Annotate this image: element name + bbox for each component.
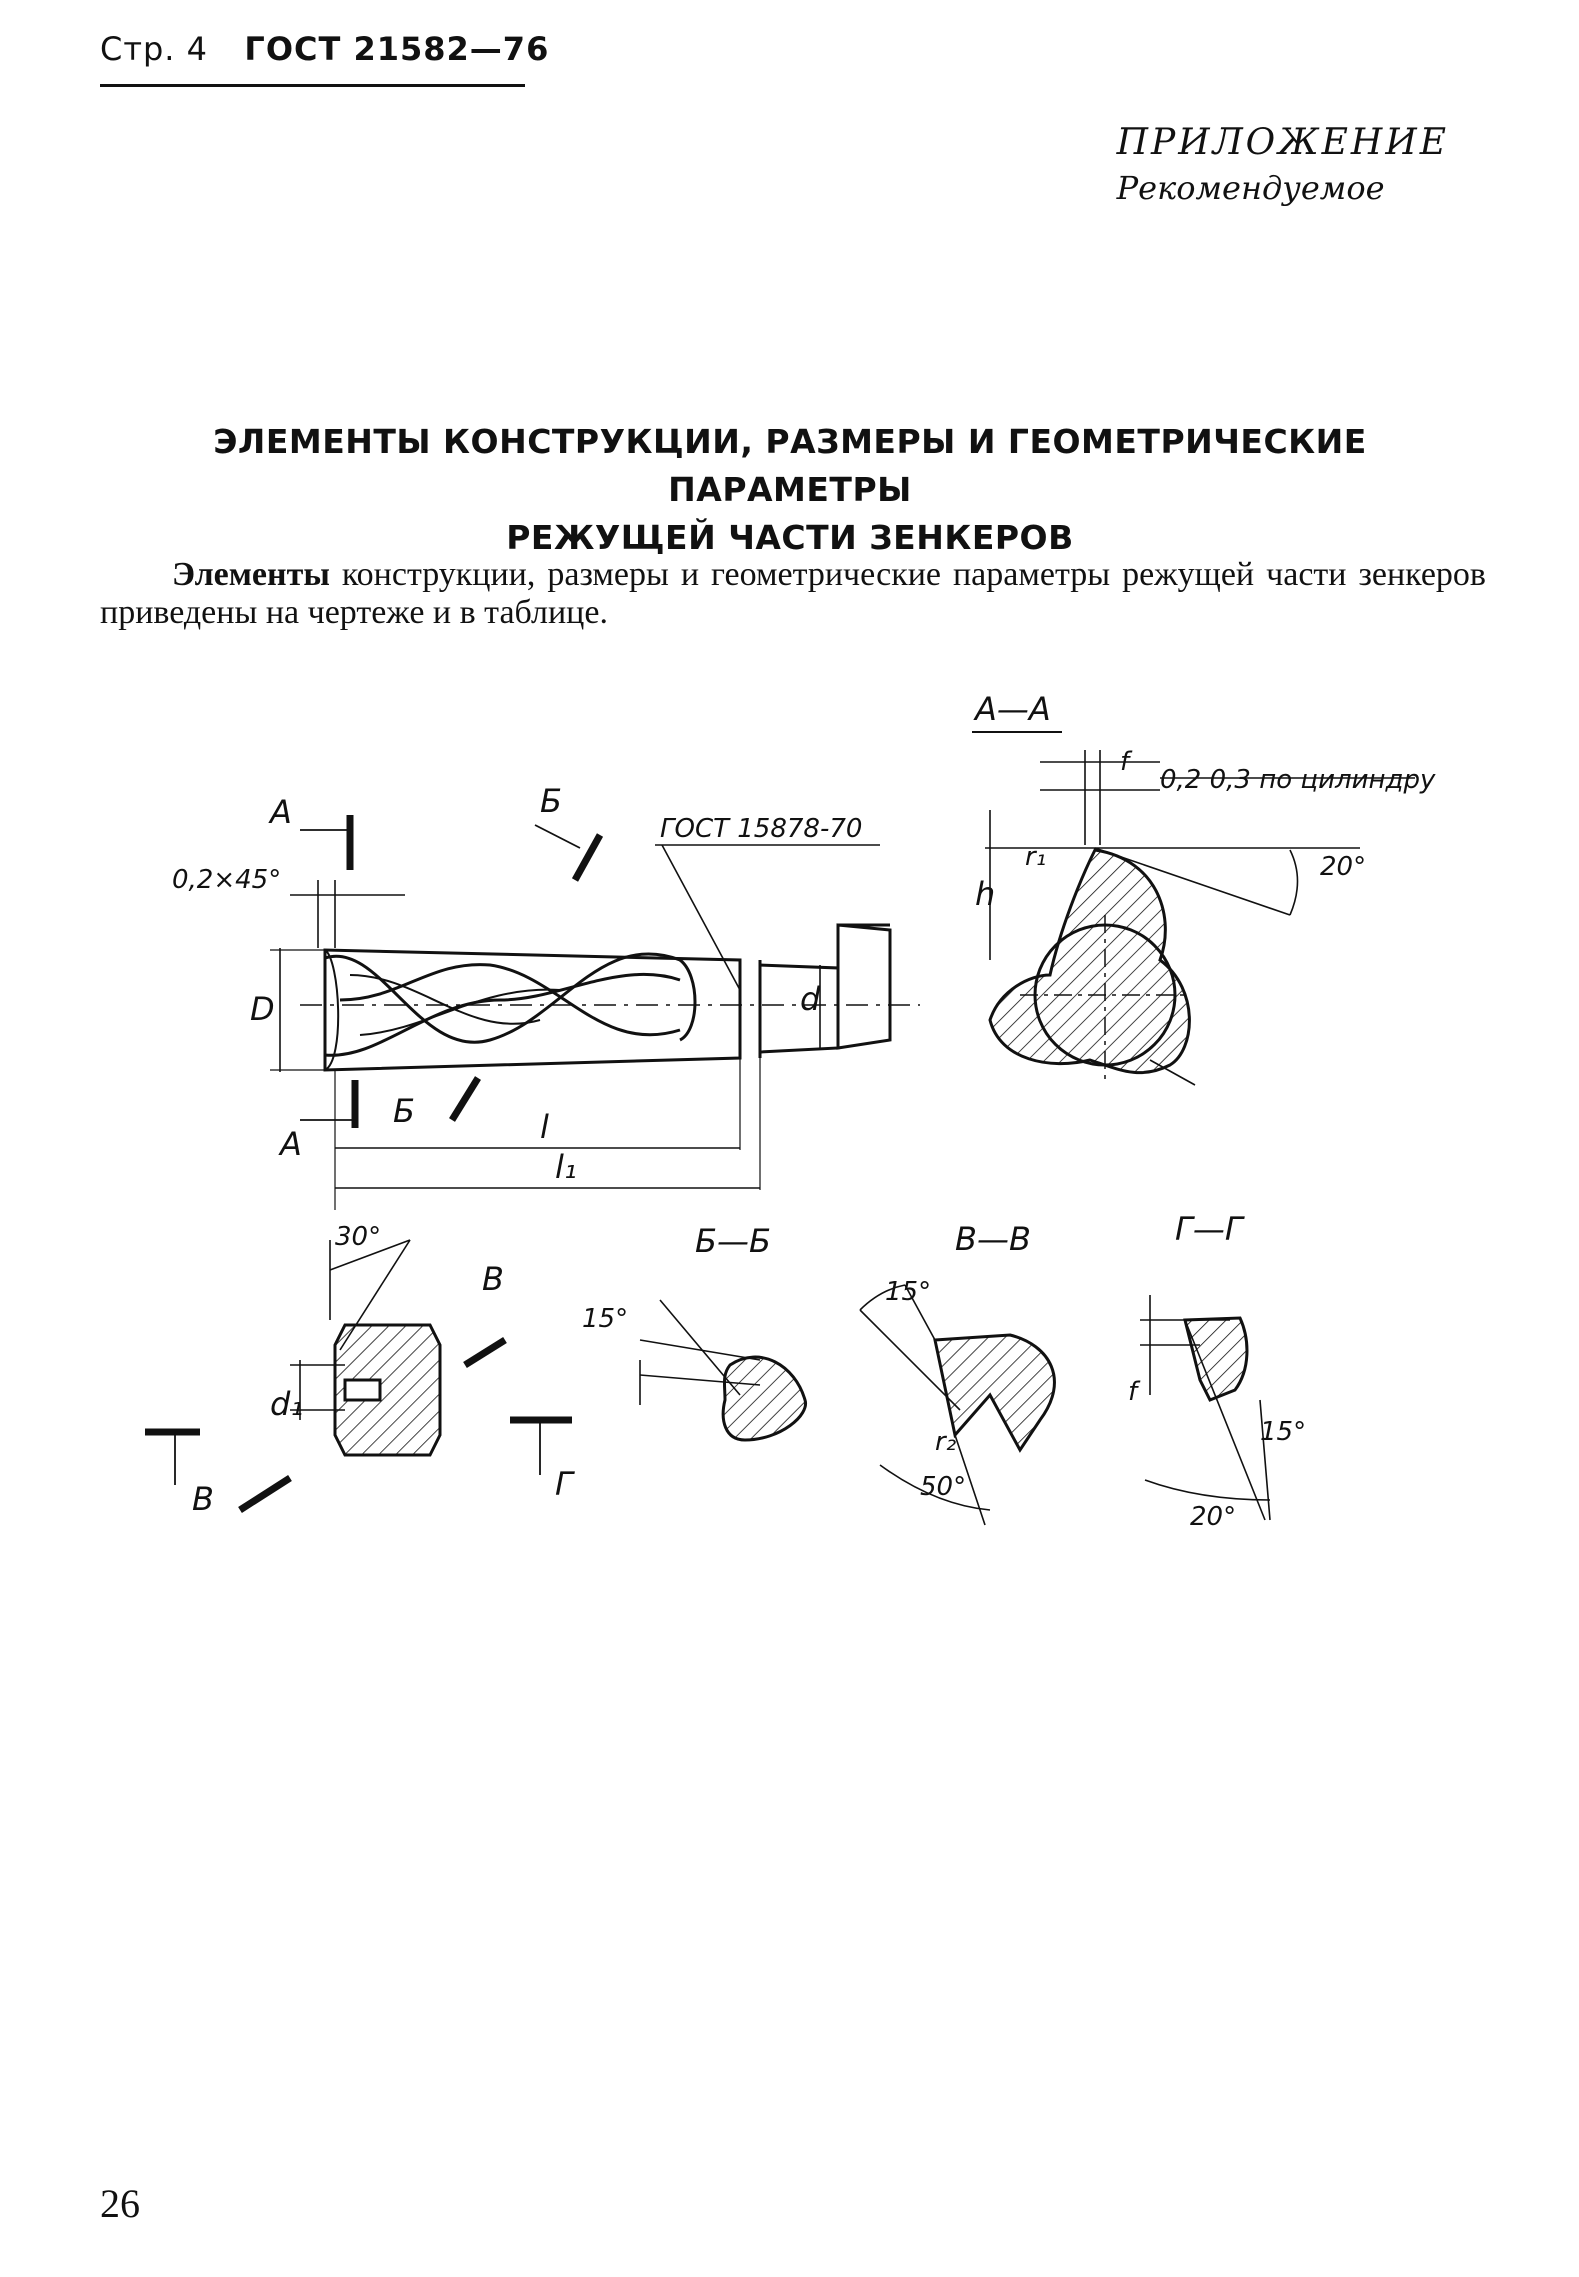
page-label: Стр. 4 xyxy=(100,30,208,68)
angle-20-gg-label: 20° xyxy=(1190,1502,1237,1532)
angle-30-label: 30° xyxy=(335,1222,382,1252)
dim-l1-label: l₁ xyxy=(555,1148,577,1186)
section-gg-label: Г—Г xyxy=(1175,1210,1243,1248)
section-title-line1: ЭЛЕМЕНТЫ КОНСТРУКЦИИ, РАЗМЕРЫ И ГЕОМЕТРИЧЕСКИЕ ПАРАМЕТРЫ xyxy=(213,422,1367,509)
cut-label-a-bottom: А xyxy=(280,1125,302,1163)
dim-h-label: h xyxy=(975,875,996,913)
appendix-title: ПРИЛОЖЕНИЕ xyxy=(1116,122,1449,163)
cut-label-b-bottom: Б xyxy=(393,1092,415,1130)
cut-label-v-top: В xyxy=(482,1260,504,1298)
end-view xyxy=(335,1325,440,1455)
body-rest: конструкции, размеры и геометрические параметры режущей части зенкеров приведены на чертеже и в таблице. xyxy=(100,556,1486,631)
dim-r1-label: r₁ xyxy=(1025,842,1047,872)
section-title-line2: РЕЖУЩЕЙ ЧАСТИ ЗЕНКЕРОВ xyxy=(506,518,1074,557)
angle-15-bb-label: 15° xyxy=(582,1304,629,1334)
section-bb-view xyxy=(723,1357,805,1440)
cut-label-b-top: Б xyxy=(540,782,562,820)
gost-reference: ГОСТ 15878-70 xyxy=(660,814,863,844)
cut-label-v-bottom: В xyxy=(192,1480,214,1518)
dim-f-gg-label: f xyxy=(1128,1377,1138,1407)
page-number: 26 xyxy=(100,2181,140,2226)
section-aa-label: А—А xyxy=(975,690,1051,728)
cut-label-g: Г xyxy=(555,1465,573,1503)
countersink-side-view xyxy=(270,845,920,1210)
dim-d-label: d xyxy=(800,980,821,1018)
section-aa-view xyxy=(990,850,1190,1085)
section-bb-label: Б—Б xyxy=(695,1222,771,1260)
angle-20-label: 20° xyxy=(1320,852,1367,882)
angle-15-vv-label: 15° xyxy=(885,1277,932,1307)
dim-D-label: D xyxy=(250,990,275,1028)
dim-f-label: f xyxy=(1120,747,1130,777)
section-vv-label: В—В xyxy=(955,1220,1031,1258)
cut-label-a-top: А xyxy=(270,793,292,831)
dim-r2-label: r₂ xyxy=(935,1427,957,1457)
dim-l-label: l xyxy=(540,1108,549,1146)
angle-50-label: 50° xyxy=(920,1472,967,1502)
angle-15-gg-label: 15° xyxy=(1260,1417,1307,1447)
body-lead-word: Элементы xyxy=(172,556,330,593)
section-gg-view xyxy=(1185,1318,1247,1400)
standard-number: ГОСТ 21582—76 xyxy=(244,30,550,68)
chamfer-label: 0,2×45° xyxy=(172,865,282,895)
land-note: 0,2 0,3 по цилиндру xyxy=(1160,765,1436,795)
appendix-subtitle: Рекомендуемое xyxy=(1116,169,1385,207)
dim-d1-label: d₁ xyxy=(270,1385,304,1423)
